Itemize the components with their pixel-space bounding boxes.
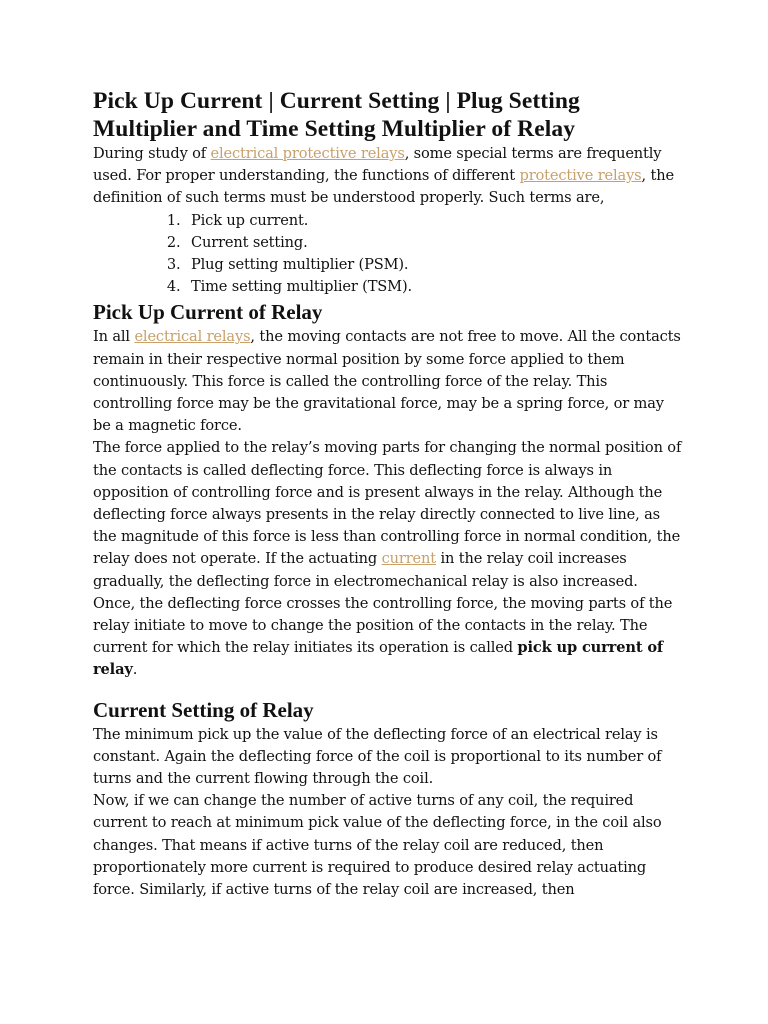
list-item: 3. Plug setting multiplier (PSM). (185, 254, 683, 276)
list-item: 4. Time setting multiplier (TSM). (185, 276, 683, 298)
section-heading-pick-up-current: Pick Up Current of Relay (93, 300, 323, 325)
intro-paragraph (93, 143, 683, 210)
pick-up-paragraph-2 (93, 437, 683, 681)
intro-text-2: , some special terms are frequently used. For proper understanding, the functions of different (93, 145, 662, 185)
pick-up-p2-text-1: The force applied to the relay’s moving parts for changing the normal position of the contacts is called deflecting force. This deflecting force is always in opposition of controlling force and is present always in the relay. Although the deflecting force always presents in the relay directly connected to live line, as the magnitude of this force is less than controlling force in normal condition, the relay does not operate. If the actuating (93, 439, 682, 568)
list-item: 1. Pick up current. (185, 210, 683, 232)
section-heading-current-setting: Current Setting of Relay (93, 697, 314, 722)
terms-list (93, 210, 683, 299)
pick-up-p2-text-2: in the relay coil increases gradually, the deflecting force in electromechanical relay is also increased. Once, the deflecting force crosses the controlling force, the moving parts of the relay initiate to move to change the position of the contacts in the relay. The current for which the relay initiates its operation is called (93, 550, 673, 657)
document-page (93, 87, 683, 901)
link-electrical-protective-relays[interactable]: electrical protective relays (210, 145, 405, 162)
current-setting-paragraph-2: Now, if we can change the number of active turns of any coil, the required current to reach at minimum pick value of the deflecting force, in the coil also changes. That means if active turns of the relay coil are reduced, then proportionately more current is required to produce desired relay actuating force. Similarly, if active turns of the relay coil are increased, then (93, 792, 662, 899)
pick-up-p2-text-3: . (132, 661, 138, 679)
pick-up-p1-text-1: In all (93, 328, 135, 346)
pick-up-current-term: pick up current of relay (93, 639, 664, 679)
link-electrical-relays[interactable]: electrical relays (134, 328, 251, 346)
intro-text-1: During study of (93, 145, 211, 162)
list-item: 2. Current setting. (185, 232, 683, 254)
pick-up-paragraph-1 (93, 326, 683, 437)
intro-text-3: , the definition of such terms must be understood properly. Such terms are, (93, 167, 674, 207)
current-setting-paragraph-1: The minimum pick up the value of the deflecting force of an electrical relay is constant. Again the deflecting force of the coil is proportional to its number of turns and the current flowing through the coil. (93, 725, 662, 788)
link-protective-relays[interactable]: protective relays (519, 167, 642, 185)
page-title: Pick Up Current | Current Setting | Plug Setting Multiplier and Time Setting Multiplier of Relay (93, 88, 580, 142)
link-current[interactable]: current (381, 550, 436, 568)
pick-up-p1-text-2: , the moving contacts are not free to move. All the contacts remain in their respective normal position by some force applied to them continuously. This force is called the controlling force of the relay. This controlling force may be the gravitational force, may be a spring force, or may be a magnetic force. (93, 328, 681, 435)
